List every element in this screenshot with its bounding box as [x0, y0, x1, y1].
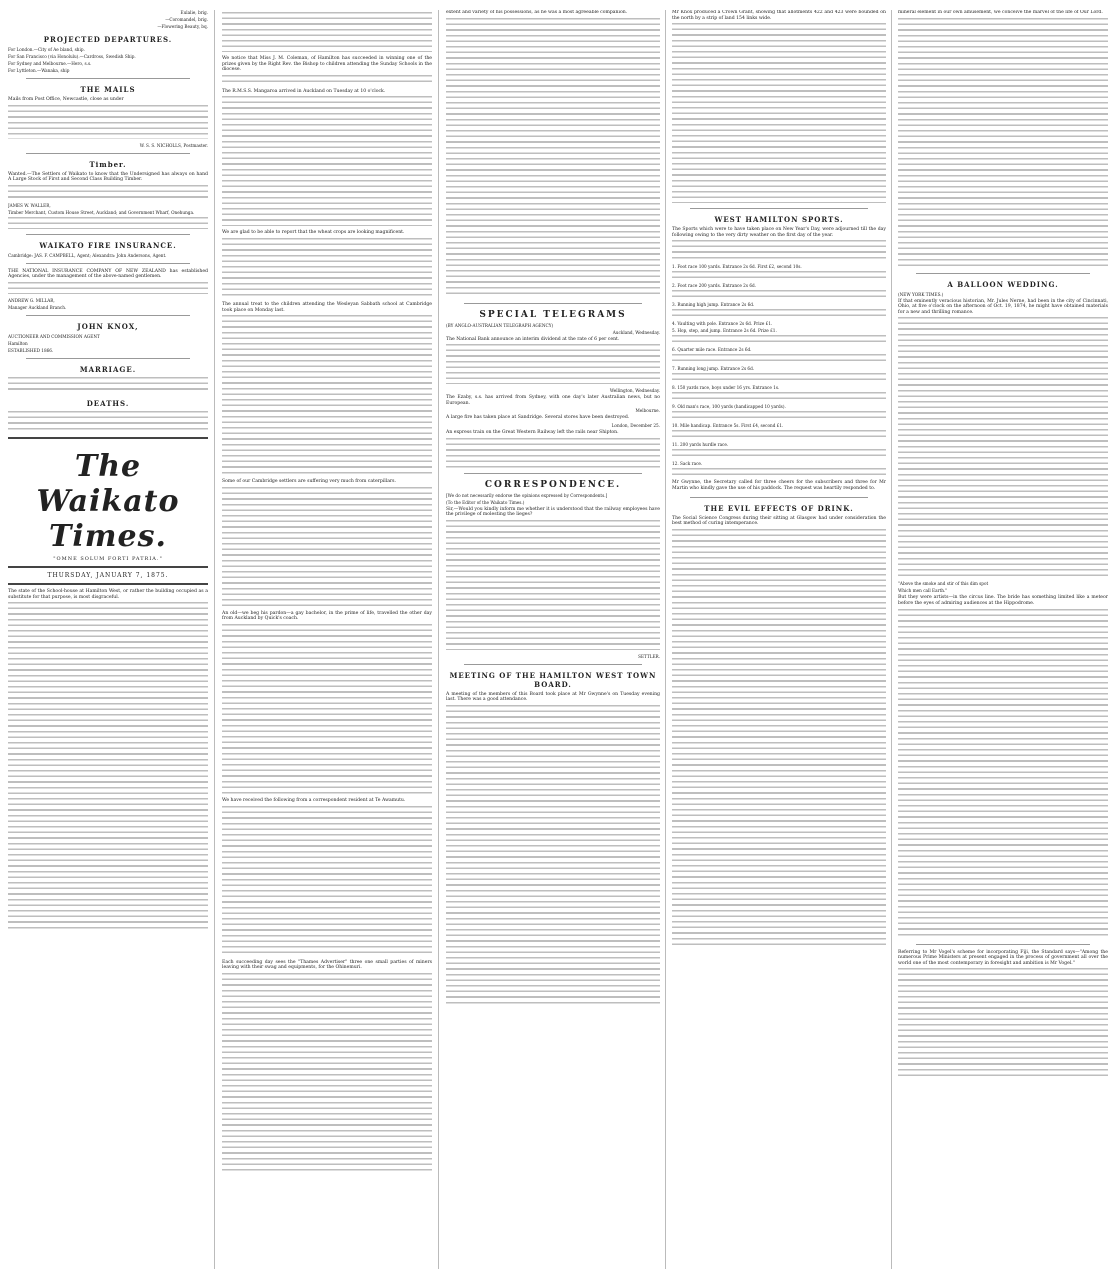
- illegible-text: [672, 271, 886, 279]
- illegible-text: [672, 529, 886, 949]
- fire-insurance-heading: WAIKATO FIRE INSURANCE.: [39, 240, 177, 250]
- quote-line: Which men call Earth.": [898, 588, 948, 594]
- telegram-place: London, December 25.: [611, 422, 660, 428]
- town-board-body: A meeting of the members of this Board took place at Mr Gwynne's on Tuesday evening last. There was a good attendance.: [446, 691, 660, 703]
- divider: [464, 303, 642, 304]
- knox-established: ESTABLISHED 1866.: [8, 347, 54, 353]
- illegible-text: [222, 973, 432, 1173]
- column-5: [898, 10, 1108, 1269]
- telegram-place: Wellington, Wednesday.: [609, 388, 660, 394]
- illegible-text: [446, 438, 660, 468]
- correspondence-note: [We do not necessarily endorse the opinions expressed by Correspondents.]: [446, 492, 608, 498]
- sports-result: 8. 150 yards race, boys under 16 yrs. Entrance 1s.: [672, 385, 780, 391]
- special-telegrams-sub: (BY ANGLO-AUSTRALIAN TELEGRAPH AGENCY): [446, 322, 554, 328]
- illegible-text: [898, 317, 1108, 577]
- column-rule: [438, 10, 439, 1269]
- divider: [916, 944, 1090, 945]
- illegible-text: [446, 344, 660, 384]
- telegram-body: An express train on the Great Western Railway left the rails near Shipton.: [446, 429, 619, 435]
- illegible-text: [222, 12, 432, 52]
- timber-heading: Timber.: [89, 159, 127, 169]
- balloon-wedding-body: If that eminently veracious historian, Mr. Jules Nerne, had been in the city of Cincinnati, Ohio, at five o'clock on the afternoon of Oct. 19, 1874, he might have obtained materials for a new and thrilling romance.: [898, 298, 1108, 315]
- illegible-text: [222, 238, 432, 298]
- shipping-line: Eulalie, brig.: [180, 10, 208, 15]
- illegible-text: [8, 602, 208, 932]
- illegible-text: [222, 96, 432, 226]
- deaths-heading: DEATHS.: [86, 398, 130, 408]
- illegible-text: [672, 309, 886, 317]
- illegible-text: [672, 430, 886, 438]
- column-rule: [891, 10, 892, 1269]
- divider: [26, 234, 190, 235]
- illegible-text: [222, 806, 432, 956]
- illegible-text: [672, 449, 886, 457]
- illegible-text: [898, 968, 1108, 1078]
- leader-opening: The state of the School-house at Hamilton West, or rather the building occupied as a substitute for that purpose, is most disgraceful.: [8, 588, 208, 600]
- quote-line: "Above the smoke and stir of this dim spot: [898, 581, 989, 587]
- illegible-text: [672, 392, 886, 400]
- divider: [464, 473, 642, 474]
- illegible-text: [222, 75, 432, 85]
- timber-signature: JAMES W. WALLER,: [8, 202, 51, 208]
- mails-heading: THE MAILS: [80, 85, 136, 94]
- sports-result: 5. Hop, step, and jump. Entrance 2s 6d. Prize £1.: [672, 328, 777, 334]
- fire-insurance-agents: Cambridge: JAS. F. CAMPBELL, Agent; Alexandra: John Andersons, Agent.: [8, 252, 167, 258]
- news-paragraph: Each succeeding day sees the "Thames Advertiser" three one small parties of miners leaving with their swag and equipments, for the Ohinemuri.: [222, 959, 432, 971]
- sports-result: 1. Foot race 100 yards. Entrance 2s 6d. First £2, second 10s.: [672, 264, 802, 270]
- shipping-line: —Flowering Beauty, bq.: [157, 24, 208, 29]
- illegible-text: [8, 411, 208, 433]
- sports-result: 12. Sack race.: [672, 461, 703, 467]
- news-paragraph: An old—we beg his pardon—a gay bachelor, in the prime of life, travelled the other day from Auckland by Quick's coach.: [222, 610, 432, 622]
- column-rule: [214, 10, 215, 1269]
- sports-result: 7. Running long jump. Entrance 2s 6d.: [672, 366, 755, 372]
- masthead-rule: [8, 566, 208, 568]
- illegible-text: [672, 290, 886, 298]
- illegible-text: [672, 354, 886, 362]
- sports-result: 9. Old man's race, 100 yards (handicapped 10 yards).: [672, 404, 786, 410]
- sports-result: 6. Quarter mile race. Entrance 2s 6d.: [672, 347, 752, 353]
- sports-heading: WEST HAMILTON SPORTS.: [714, 215, 844, 225]
- illegible-text: [8, 105, 208, 139]
- news-paragraph: Some of our Cambridge settlers are suffering very much from caterpillars.: [222, 479, 396, 485]
- balloon-wedding-source: (NEW YORK TIMES.): [898, 291, 944, 297]
- news-paragraph: The R.M.S.S. Mangaroa arrived in Auckland on Tuesday at 10 o'clock.: [222, 88, 386, 94]
- divider: [26, 78, 190, 79]
- divider: [690, 208, 868, 209]
- column-3: [446, 10, 660, 1269]
- departure-item: For Sydney and Melbourne.—Hero, s.s.: [8, 61, 92, 66]
- divider: [26, 263, 190, 264]
- town-board-heading: MEETING OF THE HAMILTON WEST TOWN BOARD.: [449, 670, 657, 689]
- illegible-text: [672, 468, 886, 476]
- mails-intro: Mails from Post Office, Newcastle, close as under: [8, 97, 124, 102]
- telegram-place: Auckland, Wednesday.: [612, 329, 660, 335]
- departures-heading: PROJECTED DEPARTURES.: [43, 35, 173, 44]
- illegible-text: [8, 377, 208, 393]
- knox-heading: JOHN KNOX,: [77, 321, 139, 331]
- telegram-body: A large fire has taken place at Sandridge. Several stores have been destroyed.: [446, 415, 630, 421]
- marriage-heading: MARRIAGE.: [79, 364, 137, 374]
- mails-signature: W. S. S. NICHOLLS, Postmaster.: [139, 142, 208, 148]
- departure-item: For Lyttleton.—Wanaka, ship: [8, 68, 70, 73]
- sports-close: Mr Gwynne, the Secretary called for three cheers for the subscribers and three for Mr Martin who kindly gave the use of his paddock. The request was heartily responded to.: [672, 480, 886, 491]
- divider: [26, 315, 190, 316]
- letter-body: Sir,—Would you kindly inform me whether it is understood that the railway employees have the privilege of molesting the lieges?: [446, 506, 660, 518]
- column-1: [8, 10, 208, 1269]
- news-paragraph: We have received the following from a correspondent resident at Te Awamutu.: [222, 797, 406, 803]
- masthead-title: The Waikato Times.: [36, 448, 180, 554]
- illegible-text: [898, 18, 1108, 268]
- divider: [26, 358, 190, 359]
- telegram-place: Melbourne.: [635, 408, 660, 414]
- illegible-text: [222, 487, 432, 607]
- illegible-text: [672, 335, 886, 343]
- illegible-text: [672, 411, 886, 419]
- sports-result: 2. Foot race 200 yards. Entrance 2s 6d.: [672, 283, 756, 289]
- column-2: [222, 10, 432, 1269]
- news-paragraph: We notice that Miss J. M. Coleman, of Hamilton has succeeded in winning one of the prizes given by the Right Rev. the Bishop to children attending the Sunday Schools in the diocese.: [222, 56, 432, 73]
- illegible-text: [222, 315, 432, 475]
- telegram-body: The Ezaby, s.s. has arrived from Sydney, with one day's later Australian news, but no European.: [446, 395, 660, 406]
- vogel-paragraph: Referring to Mr Vogel's scheme for incorporating Fiji, the Standard says—"Among the numerous Prime Ministers at present engaged in the process of government all over the world one of the most contemporary in foresight and ambition is Mr Vogel.": [898, 949, 1108, 966]
- sports-body: The Sports which were to have taken place on New Year's Day, were adjourned till the day following owing to the very dirty weather on the first day of the year.: [672, 227, 886, 238]
- news-paragraph: Mr Knox produced a Crown Grant, showing that allotments 422 and 423 were bounded on the north by a strip of land 154 links wide.: [672, 10, 886, 21]
- news-paragraph: extent and variety of his possessions, as he was a most agreeable companion.: [446, 10, 628, 15]
- correspondence-to: (To the Editor of the Waikato Times.): [446, 499, 525, 505]
- dateline: THURSDAY, JANUARY 7, 1875.: [47, 571, 169, 579]
- divider: [26, 153, 190, 154]
- illegible-text: [672, 23, 886, 203]
- divider: [464, 664, 642, 665]
- insurance-signature: ANDREW G. MILLAR,: [8, 297, 55, 303]
- balloon-wedding-heading: A BALLOON WEDDING.: [947, 279, 1059, 289]
- illegible-text: [8, 282, 208, 294]
- illegible-text: [672, 240, 886, 260]
- illegible-text: [8, 185, 208, 199]
- balloon-wedding-close: But they were artists—in the circus line. The bride has something limited like a meteor before the eyes of admiring audiences at the Hippodrome.: [898, 595, 1108, 606]
- drink-heading: THE EVIL EFFECTS OF DRINK.: [704, 503, 854, 513]
- drink-body: The Social Science Congress during their sitting at Glasgow had under consideration the best method of curing intemperance.: [672, 515, 886, 527]
- letter-signature: SETTLER.: [638, 653, 660, 659]
- departure-item: For San Francisco (via Honolulu).—Cardross, Swedish Ship.: [8, 54, 136, 59]
- illegible-text: [8, 217, 208, 229]
- telegram-body: The National Bank announce an interim dividend at the rate of 6 per cent.: [446, 336, 620, 342]
- illegible-text: [672, 373, 886, 381]
- insurance-signature-title: Manager Auckland Branch.: [8, 304, 67, 310]
- divider: [690, 497, 868, 498]
- illegible-text: [446, 705, 660, 1005]
- sports-result: 4. Vaulting with pole. Entrance 2s 6d. Prize £1.: [672, 321, 773, 327]
- timber-address: Timber Merchant, Custom House Street, Auckland; and Government Wharf, Onehunga.: [8, 209, 195, 215]
- national-insurance-ad: THE NATIONAL INSURANCE COMPANY OF NEW ZEALAND has established Agencies, under the management of the above-named gentlemen.: [8, 268, 208, 280]
- masthead-rule: [8, 583, 208, 585]
- column-rule: [665, 10, 666, 1269]
- news-paragraph: mineral element in our own amusement, we conceive the marvel of the life of Our Lord.: [898, 10, 1103, 15]
- sports-result: 3. Running high jump. Entrance 2s 6d.: [672, 302, 755, 308]
- knox-subheading: AUCTIONEER AND COMMISSION AGENT: [8, 333, 100, 339]
- sports-result: 10. Mile handicap. Entrance 5s. First £4, second £1.: [672, 423, 784, 429]
- masthead-motto: "OMNE SOLUM FORTI PATRIA.": [53, 555, 163, 562]
- special-telegrams-heading: SPECIAL TELEGRAMS: [479, 309, 627, 320]
- illegible-text: [446, 18, 660, 298]
- departure-item: For London.—City of Ae bland, ship.: [8, 47, 85, 52]
- column-4: [672, 10, 886, 1269]
- shipping-line: —Coromandel, brig.: [165, 17, 208, 22]
- illegible-text: [222, 624, 432, 794]
- knox-town: Hamilton: [8, 340, 28, 346]
- news-paragraph: The annual treat to the children attending the Wesleyan Sabbath school at Cambridge took place on Monday last.: [222, 301, 432, 313]
- masthead-rule: [8, 437, 208, 439]
- sports-result: 11. 200 yards hurdle race.: [672, 442, 729, 448]
- divider: [916, 273, 1090, 274]
- illegible-text: [446, 520, 660, 650]
- timber-ad: Wanted.—The Settlers of Waikato to know that the Undersigned has always on hand A Large Stock of First and Second Class Building Timber.: [8, 171, 208, 183]
- masthead: [8, 449, 208, 562]
- illegible-text: [898, 609, 1108, 939]
- correspondence-heading: CORRESPONDENCE.: [484, 479, 622, 490]
- news-paragraph: We are glad to be able to report that the wheat crops are looking magnificent.: [222, 230, 405, 236]
